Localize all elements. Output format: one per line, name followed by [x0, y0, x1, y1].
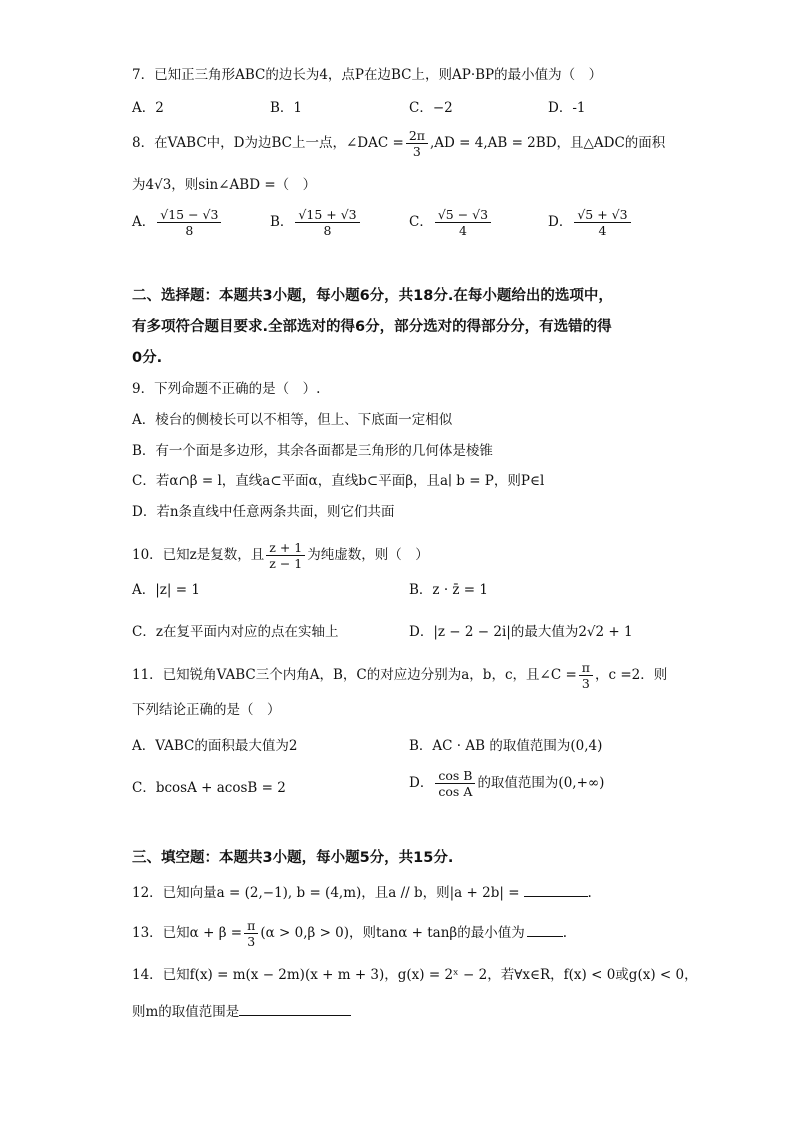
q7-option-a: A．2	[132, 100, 164, 116]
q11-option-b: B．AC · AB 的取值范围为(0,4)	[409, 738, 603, 754]
q11-option-d-tail: 的取值范围为(0,+∞)	[477, 775, 605, 791]
q8-stem-line1	[132, 128, 665, 159]
q13-frac-den: 3	[247, 934, 256, 949]
q14-stem-line1: 14．已知f(x) = m(x − 2m)(x + m + 3)，g(x) = 2ˣ − 2，若∀x∈R，f(x) < 0或g(x) < 0，	[132, 967, 698, 983]
q8-option-b-fraction	[295, 207, 359, 238]
section2-heading-line2: 有多项符合题目要求.全部选对的得6分，部分选对的得部分分，有选错的得	[132, 319, 612, 335]
q13-stem-part1: 13．已知α + β =	[132, 925, 243, 941]
q8-option-d-num: √5 + √3	[574, 207, 630, 223]
q13-stem-part2: (α > 0,β > 0)，则tanα + tanβ的最小值为	[260, 925, 525, 941]
q8-option-d	[548, 207, 633, 238]
q7-stem: 7．已知正三角形ABC的边长为4，点P在边BC上，则AP·BP的最小值为（ ）	[132, 67, 603, 83]
q8-option-a	[132, 207, 223, 238]
q11-option-a: A．VABC的面积最大值为2	[132, 738, 298, 754]
q10-stem-part1: 10．已知z是复数，且	[132, 547, 265, 563]
q13-stem	[132, 918, 567, 949]
q8-option-a-label: A．	[132, 214, 156, 230]
q8-option-c-den: 4	[459, 223, 467, 238]
q13-answer-blank[interactable]	[527, 936, 563, 937]
q11-option-d-num: cos B	[435, 768, 475, 784]
q8-option-d-fraction	[574, 207, 630, 238]
q14-answer-blank[interactable]	[239, 1015, 351, 1016]
q10-stem-part2: 为纯虚数，则（ ）	[307, 547, 429, 563]
section2-heading-line3: 0分.	[132, 350, 163, 366]
q10-frac-den: z − 1	[269, 556, 303, 571]
q11-option-d-fraction	[435, 768, 475, 799]
q8-option-d-den: 4	[598, 223, 607, 238]
q11-option-d-label: D．	[409, 775, 434, 791]
q8-option-a-den: 8	[185, 223, 194, 238]
q8-option-a-fraction	[157, 207, 221, 238]
q10-stem	[132, 540, 429, 571]
q9-option-b: B．有一个面是多边形，其余各面都是三角形的几何体是棱锥	[132, 443, 493, 459]
q8-option-c-fraction	[435, 207, 491, 238]
q14-stem-line2	[132, 1003, 351, 1021]
q9-stem: 9．下列命题不正确的是（ ）.	[132, 381, 321, 397]
q10-option-c: C．z在复平面内对应的点在实轴上	[132, 624, 339, 640]
q10-option-d: D．|z − 2 − 2i|的最大值为2√2 + 1	[409, 624, 633, 640]
q7-option-d: D．-1	[548, 100, 586, 116]
q11-option-c: C．bcosA + acosB = 2	[132, 780, 286, 796]
q8-option-b-label: B．	[270, 214, 294, 230]
section3-heading: 三、填空题：本题共3小题，每小题5分，共15分.	[132, 850, 454, 866]
q8-option-b-den: 8	[323, 223, 332, 238]
q11-angle-num: π	[579, 660, 593, 676]
q9-option-d: D．若n条直线中任意两条共面，则它们共面	[132, 504, 395, 520]
q8-option-b	[270, 207, 362, 238]
q8-option-d-label: D．	[548, 214, 573, 230]
q11-angle-den: 3	[581, 676, 590, 691]
q14-stem-line2-text: 则m的取值范围是	[132, 1004, 240, 1020]
q9-option-c: C．若α∩β = l，直线a⊂平面α，直线b⊂平面β，且a∣ b = P，则P∈l	[132, 473, 545, 489]
q11-option-d-den: cos A	[438, 784, 473, 799]
q13-stem-end: .	[562, 925, 567, 941]
q10-option-b: B．z · z̄ = 1	[409, 582, 489, 598]
q8-angle-fraction	[406, 128, 428, 159]
section2-heading-line1: 二、选择题：本题共3小题，每小题6分，共18分.在每小题给出的选项中，	[132, 288, 613, 304]
q8-option-c	[409, 207, 493, 238]
q11-stem-part2: ，c =2．则	[594, 667, 668, 683]
q13-fraction	[244, 918, 258, 949]
q8-option-a-num: √15 − √3	[157, 207, 221, 223]
q8-angle-num: 2π	[406, 128, 428, 144]
q10-fraction	[266, 540, 305, 571]
q10-frac-num: z + 1	[266, 540, 305, 556]
q8-option-b-num: √15 + √3	[295, 207, 359, 223]
q11-stem-line2: 下列结论正确的是（ ）	[132, 702, 281, 718]
q8-option-c-num: √5 − √3	[435, 207, 491, 223]
q12-stem	[132, 884, 592, 902]
q8-angle-den: 3	[412, 144, 421, 159]
q8-stem-part2: ,AD = 4,AB = 2BD，且△ADC的面积	[429, 135, 666, 151]
q8-option-c-label: C．	[409, 214, 433, 230]
q12-answer-blank[interactable]	[524, 896, 588, 897]
q11-stem-part1: 11．已知锐角VABC三个内角A，B，C的对应边分别为a，b，c，且∠C =	[132, 667, 577, 683]
q7-option-c: C．−2	[409, 100, 453, 116]
q7-option-b: B．1	[270, 100, 303, 116]
q13-frac-num: π	[244, 918, 258, 934]
q8-stem-line2: 为4√3，则sin∠ABD =（ ）	[132, 177, 317, 193]
q12-stem-end: .	[587, 885, 592, 901]
q10-option-a: A．|z| = 1	[132, 582, 200, 598]
q9-option-a: A．棱台的侧棱长可以不相等，但上、下底面一定相似	[132, 412, 453, 428]
q11-option-d	[409, 768, 604, 799]
q12-stem-text: 12．已知向量a = (2,−1), b = (4,m)，且a // b，则|a + 2b| =	[132, 885, 520, 901]
q11-angle-fraction	[579, 660, 593, 691]
q8-stem-part1: 8．在VABC中，D为边BC上一点，∠DAC =	[132, 135, 404, 151]
q11-stem-line1	[132, 660, 667, 691]
